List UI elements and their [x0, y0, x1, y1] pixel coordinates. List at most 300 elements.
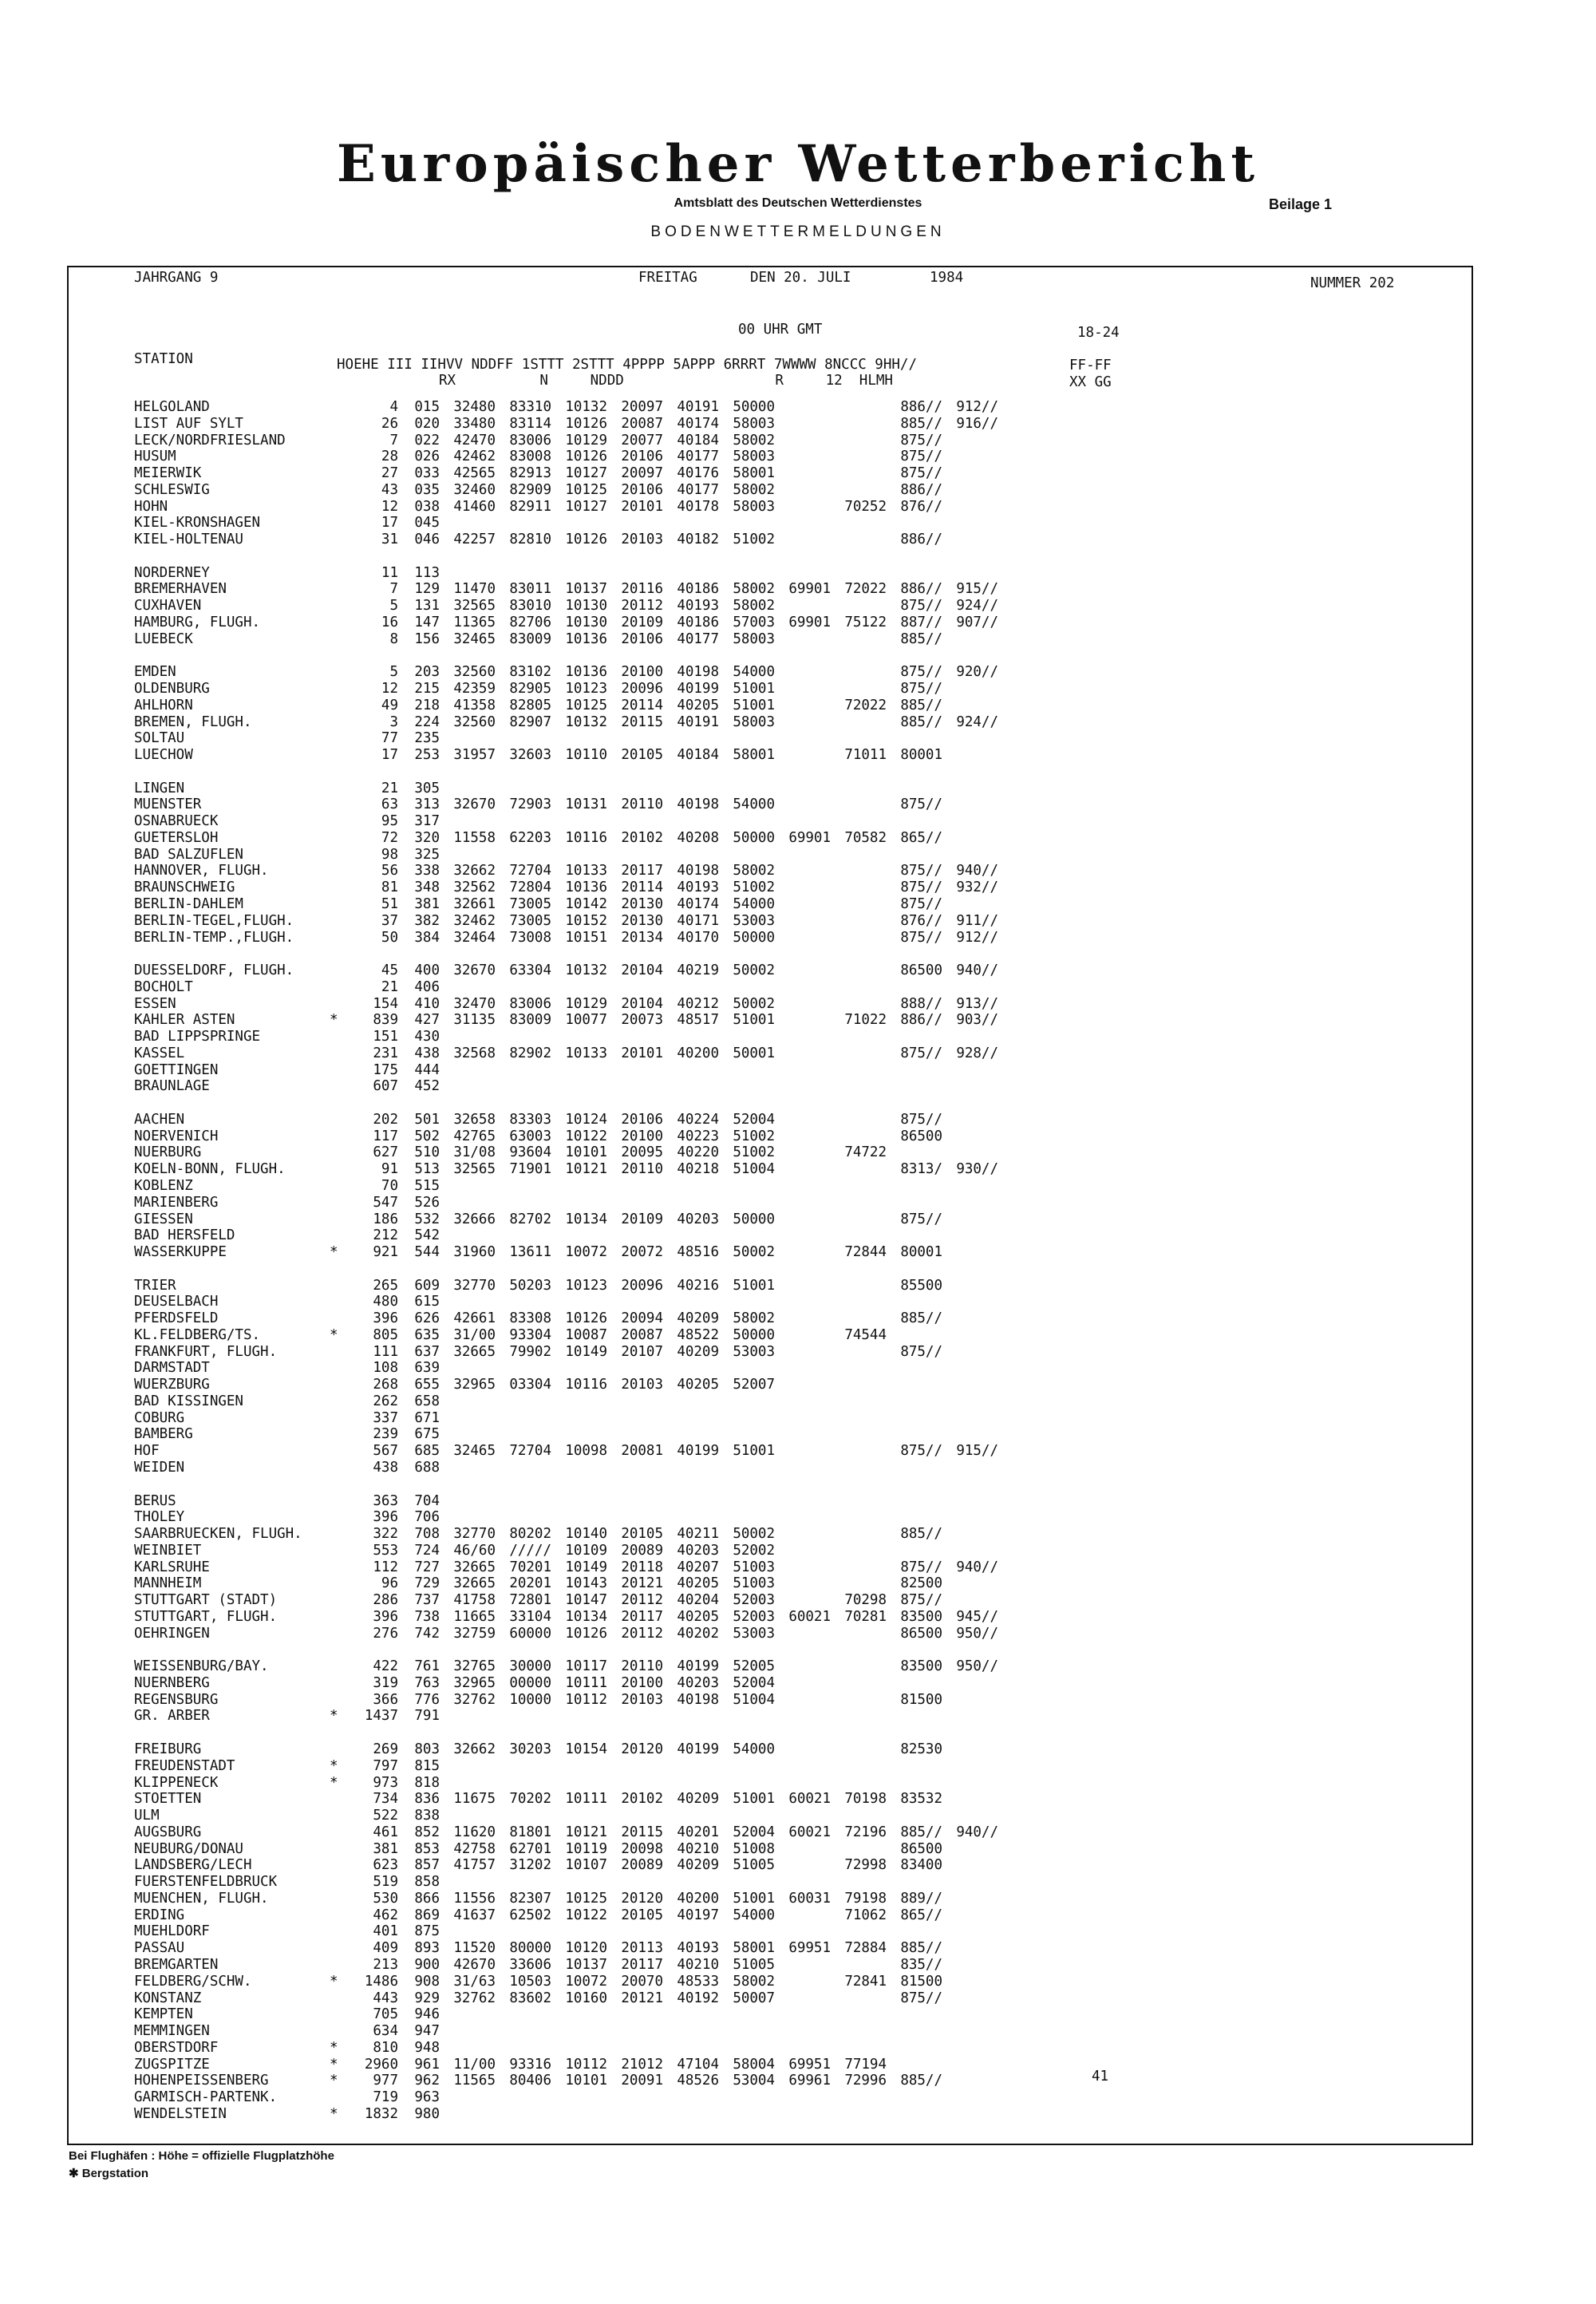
obs-group: 32568 — [453, 1045, 496, 1061]
obs-group — [942, 1377, 998, 1393]
obs-group: 51001 — [733, 697, 775, 713]
obs-group — [942, 1327, 998, 1344]
station-index: 020 — [414, 415, 440, 432]
obs-group — [942, 1426, 998, 1443]
obs-group — [775, 863, 831, 879]
obs-group: 40186 — [677, 614, 719, 630]
table-row — [134, 962, 998, 979]
obs-group — [831, 1460, 887, 1476]
obs-group: 72841 — [844, 1973, 887, 1990]
station-height: 2960 — [364, 2056, 398, 2073]
station-index: 015 — [414, 399, 440, 415]
obs-group: 69951 — [788, 1940, 831, 1957]
obs-group — [942, 631, 998, 648]
obs-group: 40209 — [677, 1791, 719, 1808]
mountain-marker — [330, 1045, 350, 1062]
obs-group: 58002 — [733, 581, 775, 598]
mountain-marker — [330, 1178, 350, 1195]
obs-group — [607, 1493, 663, 1510]
obs-group — [551, 1393, 607, 1410]
obs-group: 42462 — [453, 449, 496, 465]
obs-group: 71022 — [844, 1012, 887, 1029]
obs-group: 31/08 — [453, 1144, 496, 1161]
obs-group: 40184 — [677, 432, 719, 449]
obs-group: 93604 — [509, 1144, 551, 1161]
obs-group: 63003 — [509, 1128, 551, 1144]
obs-group: 40207 — [677, 1559, 719, 1575]
obs-group — [942, 1078, 998, 1095]
station-index: 671 — [414, 1409, 440, 1426]
station-name: BERLIN-TEMP.,FLUGH. — [134, 929, 294, 946]
obs-group — [775, 1460, 831, 1476]
obs-group — [440, 1227, 496, 1244]
station-height: 112 — [373, 1559, 398, 1575]
obs-group — [440, 1460, 496, 1476]
mountain-marker — [330, 1344, 350, 1361]
station-name: KARLSRUHE — [134, 1559, 210, 1575]
obs-group: 885// — [900, 713, 942, 730]
obs-group: 875// — [900, 1559, 942, 1575]
obs-group — [551, 1294, 607, 1310]
obs-group — [775, 1592, 831, 1609]
obs-group — [775, 1775, 831, 1792]
obs-group — [887, 1327, 942, 1344]
station-height: 973 — [373, 1774, 398, 1791]
obs-group — [775, 1211, 831, 1228]
mountain-marker — [330, 1957, 350, 1974]
obs-group — [831, 681, 887, 698]
obs-group: 907// — [956, 614, 998, 630]
station-height: 1486 — [364, 1973, 398, 1990]
obs-group — [719, 781, 775, 797]
obs-group: 885// — [900, 1526, 942, 1543]
obs-group — [831, 1957, 887, 1974]
obs-group — [942, 1708, 998, 1725]
obs-group: 20097 — [621, 465, 663, 482]
mountain-marker — [330, 1144, 350, 1161]
obs-group — [942, 2006, 998, 2023]
obs-group — [831, 1775, 887, 1792]
obs-group — [719, 2040, 775, 2057]
obs-group: 32965 — [453, 1674, 496, 1691]
mountain-marker — [330, 1195, 350, 1211]
station-name: KIEL-KRONSHAGEN — [134, 515, 261, 532]
obs-group: 51004 — [733, 1161, 775, 1178]
table-row — [134, 2040, 998, 2057]
table-row — [134, 714, 998, 731]
station-name: AACHEN — [134, 1111, 185, 1128]
obs-group: 10131 — [565, 796, 607, 813]
station-index: 427 — [414, 1012, 440, 1029]
obs-group: 82500 — [900, 1575, 942, 1592]
obs-group: 83400 — [900, 1857, 942, 1874]
station-height: 396 — [373, 1608, 398, 1625]
obs-group: 885// — [900, 1824, 942, 1840]
obs-group — [942, 698, 998, 714]
obs-group: 20112 — [621, 598, 663, 615]
obs-group: 86500 — [900, 1128, 942, 1144]
obs-group: 32670 — [453, 962, 496, 979]
ff-header-line1: FF-FF — [1069, 358, 1112, 373]
station-height: 49 — [381, 697, 398, 713]
table-row — [134, 598, 998, 615]
mountain-marker — [330, 565, 350, 582]
obs-group — [775, 1244, 831, 1261]
obs-group — [942, 1211, 998, 1228]
station-height: 480 — [373, 1294, 398, 1310]
obs-group — [496, 1460, 551, 1476]
table-row — [134, 1393, 998, 1410]
station-height: 5 — [389, 598, 398, 615]
obs-group: 20100 — [621, 664, 663, 681]
station-height: 63 — [381, 796, 398, 813]
obs-group — [496, 1758, 551, 1775]
station-index: 235 — [414, 730, 440, 747]
obs-group — [831, 449, 887, 465]
station-index: 313 — [414, 796, 440, 813]
obs-group: 20114 — [621, 879, 663, 896]
table-row — [134, 1824, 998, 1841]
obs-group: 20134 — [621, 929, 663, 946]
mountain-marker — [330, 1443, 350, 1460]
obs-group — [496, 1078, 551, 1095]
station-name: LUEBECK — [134, 630, 193, 647]
group-spacer — [134, 1642, 998, 1658]
obs-group — [942, 1741, 998, 1758]
mountain-marker: * — [330, 1774, 338, 1791]
obs-group: 875// — [900, 598, 942, 615]
obs-group: 32603 — [509, 747, 551, 764]
obs-group: 40208 — [677, 829, 719, 846]
obs-group: 58003 — [733, 713, 775, 730]
station-index: 218 — [414, 697, 440, 713]
station-index: 763 — [414, 1674, 440, 1691]
obs-group: 40193 — [677, 598, 719, 615]
obs-group — [607, 1708, 663, 1725]
obs-group — [775, 1493, 831, 1510]
obs-group — [663, 2023, 719, 2040]
obs-group — [551, 1410, 607, 1427]
station-height: 72 — [381, 829, 398, 846]
obs-group: 69951 — [788, 2056, 831, 2073]
obs-group: 915// — [956, 1443, 998, 1460]
station-name: OSNABRUECK — [134, 813, 219, 830]
obs-group: 52004 — [733, 1674, 775, 1691]
obs-group: 20100 — [621, 1128, 663, 1144]
station-name: MARIENBERG — [134, 1194, 219, 1211]
obs-group — [942, 532, 998, 548]
obs-group — [942, 1543, 998, 1559]
obs-group — [831, 1377, 887, 1393]
obs-group — [831, 847, 887, 864]
station-index: 961 — [414, 2056, 440, 2073]
obs-group — [496, 515, 551, 532]
obs-group: 70202 — [509, 1791, 551, 1808]
obs-group — [831, 465, 887, 482]
obs-group — [775, 1808, 831, 1824]
station-height: 366 — [373, 1691, 398, 1708]
obs-group: 875// — [900, 465, 942, 482]
obs-group: 10125 — [565, 1890, 607, 1907]
obs-group — [775, 399, 831, 416]
station-index: 325 — [414, 846, 440, 863]
obs-group: 20072 — [621, 1244, 663, 1261]
station-index: 866 — [414, 1890, 440, 1907]
obs-group: 20104 — [621, 962, 663, 979]
obs-group: 40205 — [677, 1608, 719, 1625]
obs-group — [775, 1128, 831, 1145]
table-row — [134, 1045, 998, 1062]
obs-group — [663, 1460, 719, 1476]
obs-group: 54000 — [733, 1907, 775, 1923]
station-index: 609 — [414, 1277, 440, 1294]
station-name: ZUGSPITZE — [134, 2056, 210, 2073]
obs-group — [551, 1078, 607, 1095]
station-index: 045 — [414, 515, 440, 532]
obs-group — [607, 1029, 663, 1045]
mountain-marker — [330, 1078, 350, 1095]
station-height: 607 — [373, 1078, 398, 1095]
station-index: 857 — [414, 1857, 440, 1874]
table-row — [134, 1990, 998, 2007]
station-name: EMDEN — [134, 664, 176, 681]
obs-group — [607, 1923, 663, 1940]
station-index: 869 — [414, 1907, 440, 1923]
obs-group — [551, 847, 607, 864]
obs-group — [942, 830, 998, 847]
obs-group: 58003 — [733, 449, 775, 465]
obs-group — [719, 1923, 775, 1940]
obs-group — [607, 1062, 663, 1079]
obs-group — [942, 499, 998, 516]
station-index: 675 — [414, 1426, 440, 1443]
obs-group — [775, 664, 831, 681]
obs-group — [775, 1426, 831, 1443]
obs-group: 50007 — [733, 1990, 775, 2006]
obs-group: 82909 — [509, 481, 551, 498]
obs-group — [775, 1626, 831, 1642]
station-index: 317 — [414, 813, 440, 830]
table-row — [134, 1227, 998, 1244]
obs-group: 51001 — [733, 681, 775, 698]
obs-group — [887, 1923, 942, 1940]
table-row — [134, 1658, 998, 1675]
obs-group: 82706 — [509, 614, 551, 630]
obs-group — [551, 565, 607, 582]
obs-group: 40177 — [677, 481, 719, 498]
station-index: 929 — [414, 1990, 440, 2006]
mountain-marker — [330, 1658, 350, 1675]
obs-group: 886// — [900, 399, 942, 415]
station-height: 5 — [389, 664, 398, 681]
obs-group — [831, 1128, 887, 1145]
station-index: 131 — [414, 598, 440, 615]
obs-group — [942, 796, 998, 813]
station-index: 704 — [414, 1492, 440, 1509]
station-height: 623 — [373, 1857, 398, 1874]
obs-group: 875// — [900, 1990, 942, 2006]
obs-group: 83008 — [509, 449, 551, 465]
obs-group — [607, 1808, 663, 1824]
station-name: BREMERHAVEN — [134, 581, 227, 598]
obs-group: 10117 — [565, 1658, 607, 1675]
obs-group — [942, 1410, 998, 1427]
obs-group: 20103 — [621, 1691, 663, 1708]
obs-group: 20096 — [621, 1277, 663, 1294]
mountain-marker — [330, 781, 350, 797]
station-index: 501 — [414, 1111, 440, 1128]
obs-group: 54000 — [733, 895, 775, 912]
obs-group — [942, 565, 998, 582]
obs-group — [831, 1575, 887, 1592]
station-height: 1437 — [364, 1708, 398, 1725]
obs-group: 82911 — [509, 498, 551, 515]
mountain-marker — [330, 1741, 350, 1758]
station-height: 81 — [381, 879, 398, 896]
obs-group — [663, 979, 719, 996]
obs-group — [663, 2006, 719, 2023]
obs-group: 32465 — [453, 630, 496, 647]
obs-group: 40205 — [677, 1377, 719, 1393]
table-row — [134, 1327, 998, 1344]
station-index: 348 — [414, 879, 440, 896]
obs-group: 40211 — [677, 1526, 719, 1543]
obs-group: 58003 — [733, 498, 775, 515]
obs-group — [775, 1526, 831, 1543]
obs-group: 58001 — [733, 465, 775, 482]
obs-group — [775, 1029, 831, 1045]
station-header: STATION — [134, 351, 193, 367]
obs-group — [831, 1029, 887, 1045]
obs-group: 20073 — [621, 1012, 663, 1029]
station-name: NUERBURG — [134, 1144, 202, 1161]
obs-group: 32965 — [453, 1377, 496, 1393]
obs-group: 81500 — [900, 1691, 942, 1708]
station-height: 212 — [373, 1227, 398, 1244]
table-row — [134, 2073, 998, 2089]
obs-group — [775, 532, 831, 548]
obs-group: 52003 — [733, 1608, 775, 1625]
obs-group: 51001 — [733, 1012, 775, 1029]
obs-group — [551, 1493, 607, 1510]
obs-group — [719, 979, 775, 996]
obs-group — [831, 1344, 887, 1361]
station-name: STOETTEN — [134, 1791, 202, 1808]
obs-group: 40193 — [677, 1940, 719, 1957]
station-index: 635 — [414, 1326, 440, 1343]
table-row — [134, 1559, 998, 1576]
obs-group: 875// — [900, 863, 942, 879]
table-row — [134, 747, 998, 764]
obs-group — [887, 2006, 942, 2023]
obs-group — [831, 730, 887, 747]
obs-group: 86500 — [900, 1625, 942, 1642]
obs-group: 11565 — [453, 2073, 496, 2089]
station-name: LINGEN — [134, 780, 185, 796]
station-name: HOHN — [134, 498, 168, 515]
obs-group: 82805 — [509, 697, 551, 713]
obs-group: 885// — [900, 2073, 942, 2089]
obs-group — [496, 2023, 551, 2040]
obs-group — [887, 730, 942, 747]
mountain-marker: * — [330, 1012, 338, 1029]
obs-group — [719, 1195, 775, 1211]
station-index: 513 — [414, 1161, 440, 1178]
obs-group — [887, 979, 942, 996]
obs-group: 875// — [900, 1592, 942, 1609]
mountain-marker — [330, 913, 350, 930]
station-index: 338 — [414, 863, 440, 879]
obs-group — [775, 565, 831, 582]
obs-group — [887, 2023, 942, 2040]
obs-group: 52004 — [733, 1111, 775, 1128]
mountain-marker — [330, 1808, 350, 1824]
station-height: 810 — [373, 2039, 398, 2056]
obs-group: 32665 — [453, 1343, 496, 1360]
table-row — [134, 1360, 998, 1377]
obs-group — [887, 1775, 942, 1792]
obs-group: 20201 — [509, 1575, 551, 1592]
obs-group — [831, 2089, 887, 2106]
obs-group — [942, 1592, 998, 1609]
mountain-marker: * — [330, 2039, 338, 2056]
obs-group — [775, 1278, 831, 1294]
obs-group: 48526 — [677, 2073, 719, 2089]
obs-group — [775, 1410, 831, 1427]
obs-group — [663, 1708, 719, 1725]
obs-group — [775, 813, 831, 830]
obs-group: 32759 — [453, 1625, 496, 1642]
obs-group — [663, 1227, 719, 1244]
obs-group: 865// — [900, 1907, 942, 1923]
group-spacer — [134, 1725, 998, 1741]
obs-group: 10122 — [565, 1128, 607, 1144]
obs-group: 69901 — [788, 829, 831, 846]
obs-group — [496, 1195, 551, 1211]
station-index: 948 — [414, 2039, 440, 2056]
station-index: 113 — [414, 564, 440, 581]
obs-group — [607, 1393, 663, 1410]
obs-group — [496, 1509, 551, 1526]
obs-group — [942, 1029, 998, 1045]
obs-group — [887, 1144, 942, 1161]
obs-group — [775, 781, 831, 797]
station-index: 510 — [414, 1144, 440, 1161]
obs-group — [831, 1741, 887, 1758]
obs-group — [663, 730, 719, 747]
obs-group — [775, 1344, 831, 1361]
obs-group — [663, 2106, 719, 2123]
ff-header-line2: XX GG — [1069, 374, 1112, 390]
station-height: 31 — [381, 532, 398, 548]
obs-group: 885// — [900, 415, 942, 432]
obs-group — [440, 1062, 496, 1079]
obs-group: 20077 — [621, 432, 663, 449]
mountain-marker — [330, 433, 350, 449]
obs-group: 20109 — [621, 614, 663, 630]
obs-group: 20120 — [621, 1741, 663, 1758]
obs-group: 32762 — [453, 1691, 496, 1708]
obs-group: 83303 — [509, 1111, 551, 1128]
mountain-marker — [330, 979, 350, 996]
obs-group: 11365 — [453, 614, 496, 630]
obs-group — [663, 1195, 719, 1211]
obs-group: 875// — [900, 1343, 942, 1360]
obs-group: 20102 — [621, 1791, 663, 1808]
obs-group — [831, 2106, 887, 2123]
obs-group — [440, 2040, 496, 2057]
obs-group — [942, 2040, 998, 2057]
